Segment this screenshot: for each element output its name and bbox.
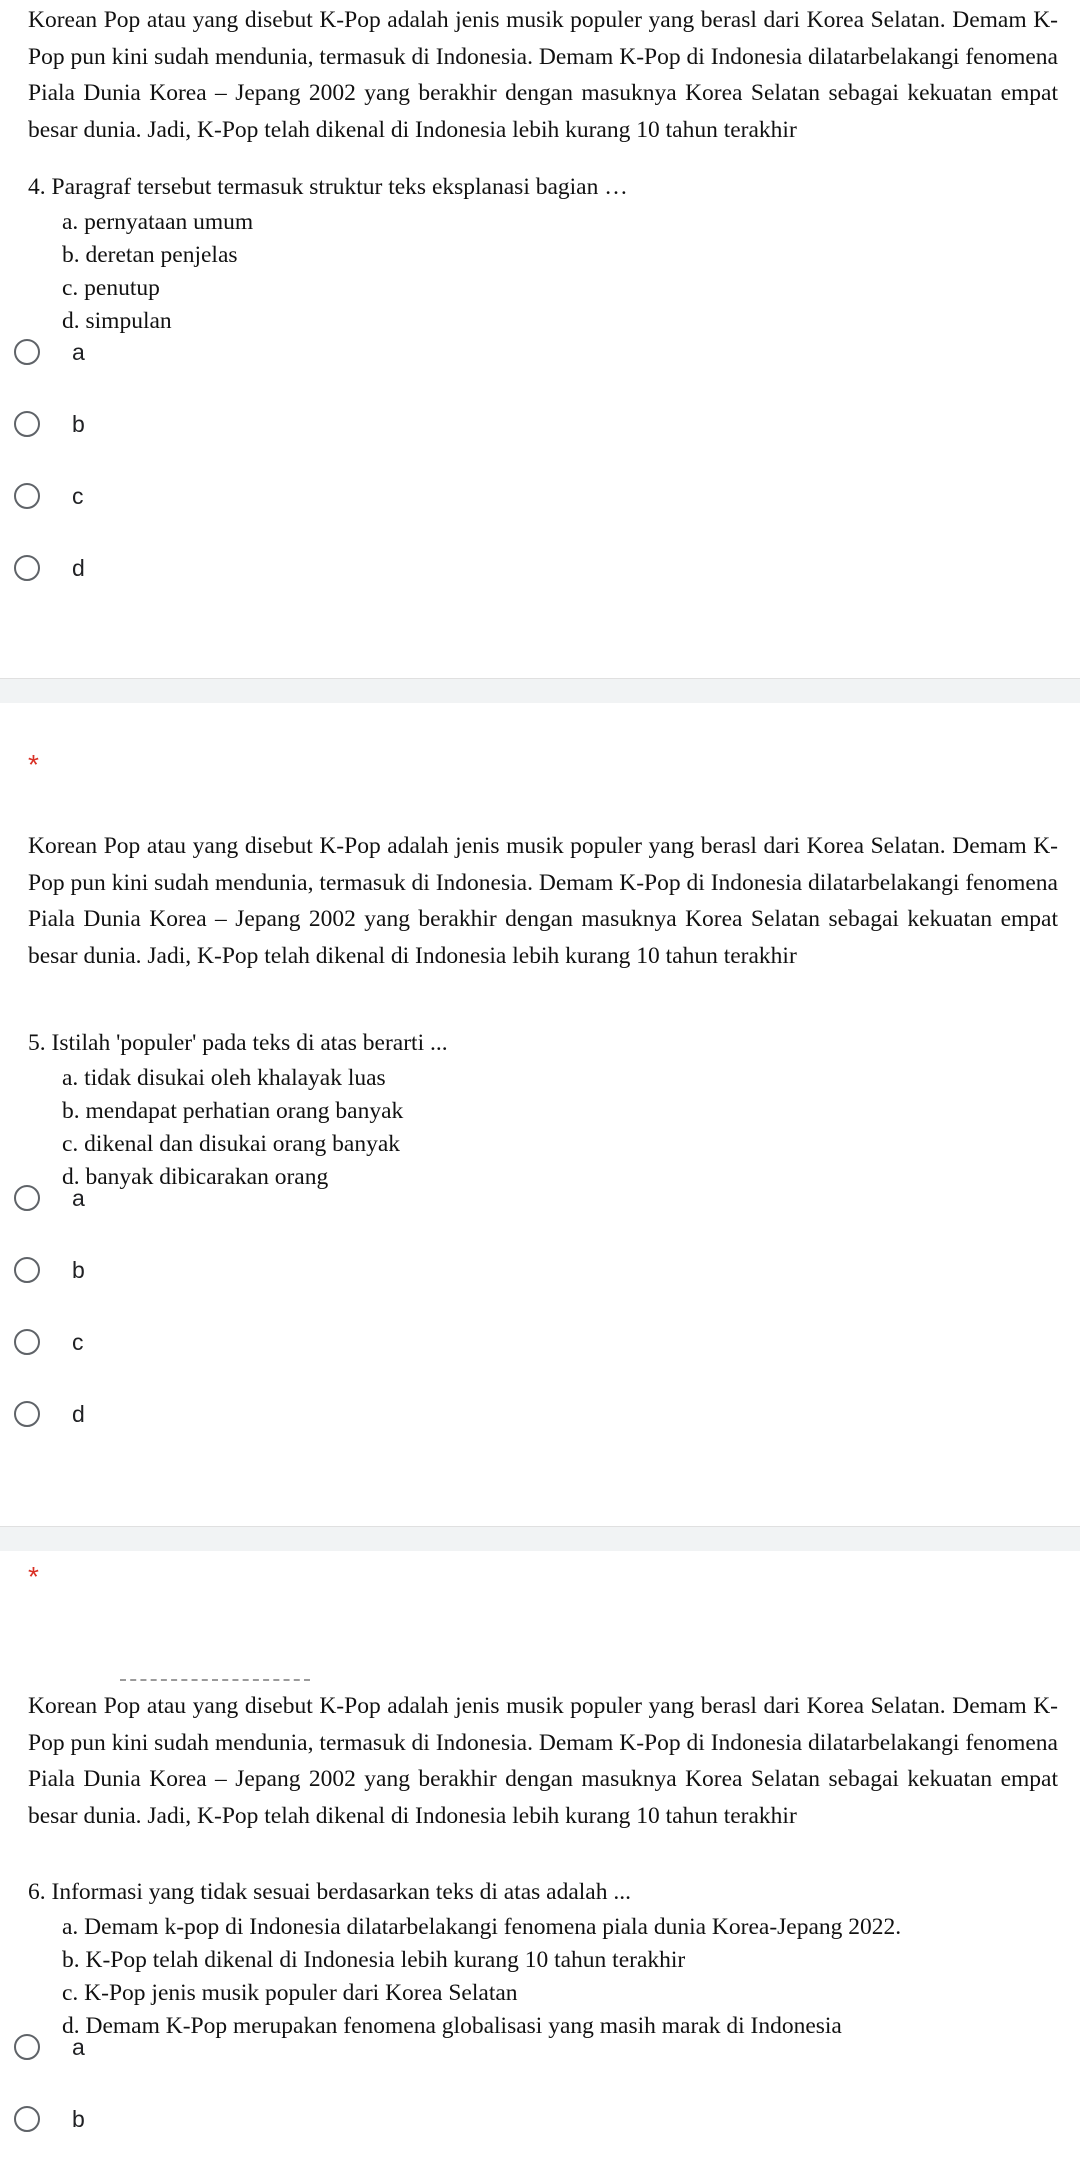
choice-d[interactable] [0,538,1080,598]
choice-label: c [72,482,84,509]
required-asterisk: * [28,1561,39,1592]
choice-label: b [72,410,85,437]
choice-label: a [72,338,85,365]
option-text-a: a. pernyataan umum [62,209,254,235]
radio-circle-icon[interactable] [14,2106,40,2132]
question-text: 6. Informasi yang tidak sesuai berdasarkan teks di atas adalah ... [28,1879,631,1905]
question-text: 4. Paragraf tersebut termasuk struktur teks eksplanasi bagian … [28,174,628,200]
choice-a[interactable] [0,322,1080,382]
question-card-4 [0,0,1080,678]
choice-label: b [72,2105,85,2132]
choice-label: c [72,1328,84,1355]
option-text-a: a. tidak disukai oleh khalayak luas [62,1065,386,1091]
radio-circle-icon[interactable] [14,1185,40,1211]
question-text: 5. Istilah 'populer' pada teks di atas berarti ... [28,1030,448,1056]
choice-a[interactable] [0,2017,1080,2077]
passage-text: Korean Pop atau yang disebut K-Pop adalah jenis musik populer yang berasl dari Korea Selatan. Demam K-Pop pun kini sudah mendunia, termasuk di Indonesia. Demam K-Pop di Indonesia dilatarbelakangi fenomena Piala Dunia Korea – Jepang 2002 yang berakhir dengan masuknya Korea Selatan sebagai kekuatan empat besar dunia. Jadi, K-Pop telah dikenal di Indonesia lebih kurang 10 tahun terakhir [28,833,1058,969]
radio-circle-icon[interactable] [14,1329,40,1355]
option-text-b: b. deretan penjelas [62,242,238,268]
option-text-c: c. K-Pop jenis musik populer dari Korea Selatan [62,1980,518,2006]
option-text-d: d. Demam K-Pop merupakan fenomena globalisasi yang masih marak di Indonesia [62,2013,842,2039]
choice-c[interactable] [0,466,1080,526]
passage-text: Korean Pop atau yang disebut K-Pop adalah jenis musik populer yang berasl dari Korea Selatan. Demam K-Pop pun kini sudah mendunia, termasuk di Indonesia. Demam K-Pop di Indonesia dilatarbelakangi fenomena Piala Dunia Korea – Jepang 2002 yang berakhir dengan masuknya Korea Selatan sebagai kekuatan empat besar dunia. Jadi, K-Pop telah dikenal di Indonesia lebih kurang 10 tahun terakhir [28,1693,1058,1829]
choice-label: a [72,2033,85,2060]
option-text-a: a. Demam k-pop di Indonesia dilatarbelakangi fenomena piala dunia Korea-Jepang 2022. [62,1914,902,1940]
radio-circle-icon[interactable] [14,1401,40,1427]
radio-circle-icon[interactable] [14,339,40,365]
radio-circle-icon[interactable] [14,1257,40,1283]
option-list [62,206,253,338]
option-text-c: c. penutup [62,275,160,301]
decorative-divider [120,1679,310,1681]
radio-circle-icon[interactable] [14,411,40,437]
choice-a[interactable] [0,1168,1080,1228]
choice-label: a [72,1184,85,1211]
option-text-b: b. mendapat perhatian orang banyak [62,1098,404,1124]
choice-b[interactable] [0,2089,1080,2149]
choice-c[interactable] [0,1312,1080,1372]
choice-b[interactable] [0,1240,1080,1300]
choice-b[interactable] [0,394,1080,454]
question-card-5 [0,703,1080,1526]
question-card-6 [0,1551,1080,2169]
required-asterisk: * [28,749,39,780]
radio-circle-icon[interactable] [14,555,40,581]
choice-label: b [72,1256,85,1283]
option-text-b: b. K-Pop telah dikenal di Indonesia lebih kurang 10 tahun terakhir [62,1947,686,1973]
choice-label: d [72,1400,85,1427]
passage-text: Korean Pop atau yang disebut K-Pop adalah jenis musik populer yang berasl dari Korea Selatan. Demam K-Pop pun kini sudah mendunia, termasuk di Indonesia. Demam K-Pop di Indonesia dilatarbelakangi fenomena Piala Dunia Korea – Jepang 2002 yang berakhir dengan masuknya Korea Selatan sebagai kekuatan empat besar dunia. Jadi, K-Pop telah dikenal di Indonesia lebih kurang 10 tahun terakhir [28,7,1058,143]
card-separator [0,1526,1080,1552]
choice-d[interactable] [0,1384,1080,1444]
choice-label: d [72,554,85,581]
option-text-d: d. simpulan [62,308,172,334]
option-text-d: d. banyak dibicarakan orang [62,1164,329,1190]
card-separator [0,678,1080,704]
option-text-c: c. dikenal dan disukai orang banyak [62,1131,401,1157]
radio-circle-icon[interactable] [14,2034,40,2060]
radio-circle-icon[interactable] [14,483,40,509]
